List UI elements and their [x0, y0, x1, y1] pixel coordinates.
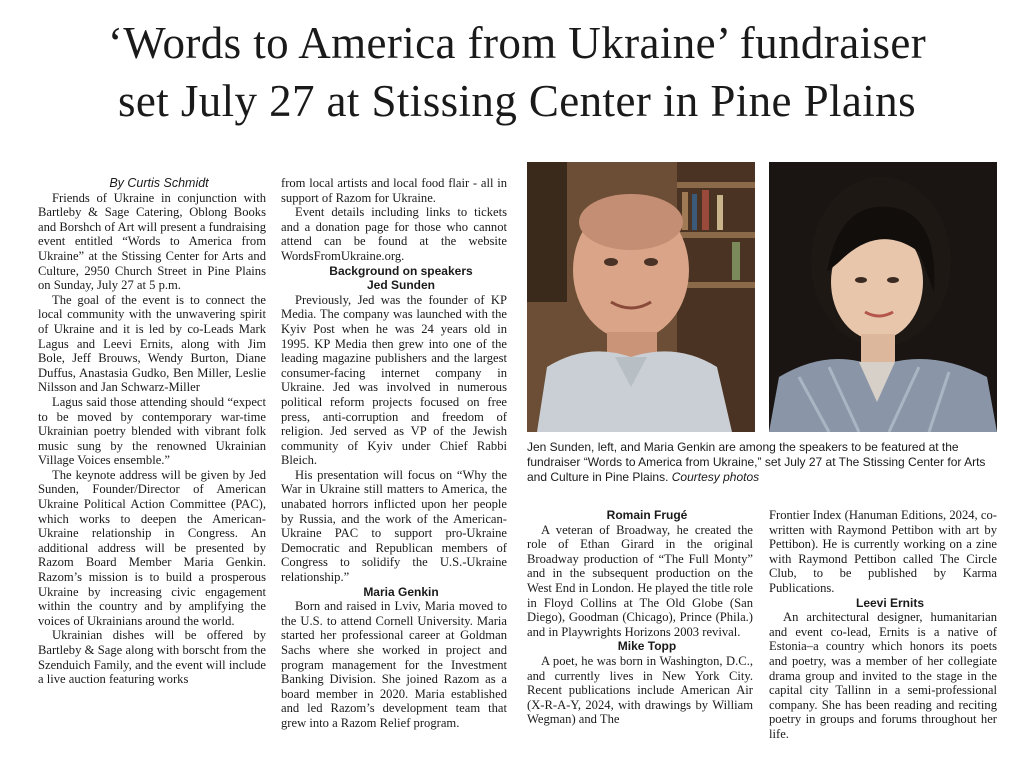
paragraph: Lagus said those attending should “expect to be moved by contemporary war-time Ukrainian poetry blended with vibrant folk music sung by the renowned Ukrainian Village Voices ensemble.” [38, 394, 266, 468]
portrait-man-image [527, 162, 755, 432]
paragraph: A poet, he was born in Washington, D.C., and currently lives in New York City. Recent publications include American Air (X-R-A-Y, 2024, with drawings by William Wegman) and The [527, 653, 753, 727]
speaker-heading-jed: Jed Sunden [366, 278, 435, 293]
photo-caption [527, 440, 997, 485]
photo-maria-genkin [769, 162, 997, 432]
paragraph: Born and raised in Lviv, Maria moved to the U.S. to attend Cornell University. Maria started her professional career at Goldman Sachs where she worked in project and program management for the Investment Banking Division. She joined Razom as a board member in 2020. Maria established and led Razom’s development team that grew into a Razom Relief program. [281, 599, 507, 730]
portrait-woman-image [769, 162, 997, 432]
paragraph: His presentation will focus on “Why the War in Ukraine still matters to America, the unabated horrors inflicted upon her people by Russia, and the work of the American-Ukraine PAC to support pro-Ukraine Democratic and Republican members of Congress to solidify the U.S.-Ukraine relationship.” [281, 467, 507, 585]
headline [20, 14, 1014, 130]
column-4 [769, 508, 997, 742]
paragraph: from local artists and local food flair - all in support of Razom for Ukraine. [281, 176, 507, 205]
photo-jed-sunden [527, 162, 755, 432]
caption-credit: Courtesy photos [671, 470, 760, 484]
byline: By Curtis Schmidt [109, 176, 209, 190]
paragraph: A veteran of Broadway, he created the role of Ethan Girard in the original Broadway production of “The Full Monty” and in the subsequent production on the West End in London. He played the title role in Floyd Collins at The Old Globe (San Diego), Goodman (Chicago), Prince (Phila.) and in Playwrights Horizons 2003 revival. [527, 522, 753, 639]
paragraph: Frontier Index (Hanuman Editions, 2024, co-written with Raymond Pettibon with art by Pettibon). He is currently working on a zine with Raymond Pettibon called The Circle Club, to be published by Karma Publications. [769, 508, 997, 595]
paragraph: Friends of Ukraine in conjunction with Bartleby & Sage Catering, Oblong Books and Borshch of Art will present a fundraising event entitled “Words to America from Ukraine” at the Stissing Center for Arts and Culture, 2950 Church Street in Pine Plains on Sunday, July 27 at 5 p.m. [38, 190, 266, 293]
headline-line-2: set July 27 at Stissing Center in Pine Plains [117, 76, 916, 126]
column-3 [527, 508, 753, 727]
paragraph: The keynote address will be given by Jed Sunden, Founder/Director of American Ukraine Political Action Committee (PAC), which works to deepen the American-Ukraine relationship in Congress. An additional address will be presented by Razom Board Member Maria Genkin. Razom’s mission is to build a prosperous Ukraine by increasing civic engagement within the country and by amplifying the voices of Ukrainians around the world. [38, 467, 266, 628]
paragraph: An architectural designer, humanitarian and event co-lead, Ernits is a native of Estonia–a country which honors its poets and poetry, was a member of her collegiate drama group and invited to the stage in the capital city Tallinn in a semi-professional company. She has been reading and reciting poetry in groups and forums throughout her life. [769, 610, 997, 741]
column-1 [38, 176, 266, 687]
speaker-heading-maria: Maria Genkin [363, 584, 439, 599]
caption-text: Jen Sunden, left, and Maria Genkin are among the speakers to be featured at the fundraiser “Words to America from Ukraine,” set July 27 at The Stissing Center for Arts and Culture in Pine Plains. [527, 440, 986, 484]
paragraph: Previously, Jed was the founder of KP Media. The company was launched with the Kyiv Post when he was 24 years old in 1995. KP Media then grew into one of the leading magazine publishers and the largest consumer-facing internet company in Ukraine. Jed was involved in numerous political reform projects focused on free press, anti-corruption and freedom of religion. Jed served as VP of the Jewish community of Kyiv under Chief Rabbi Bleich. [281, 292, 507, 468]
column-2 [281, 176, 507, 731]
headline-line-1: ‘Words to America from Ukraine’ fundraiser [107, 18, 927, 68]
paragraph: Event details including links to tickets and a donation page for those who cannot attend can be found at the website WordsFromUkraine.org. [281, 205, 507, 263]
speaker-heading-leevi: Leevi Ernits [855, 595, 925, 610]
section-heading: Background on speakers [329, 263, 473, 278]
paragraph: The goal of the event is to connect the local community with the unwavering spirit of Ukraine and it is led by co-Leads Mark Lagus and Leevi Ernits, along with Jim Bole, Jeff Brouws, Wendy Burton, Diane Duffus, Anastasia Gudko, Ben Miller, Leslie Nilsson and Jan Schwarz-Miller [38, 292, 266, 395]
speaker-heading-mike: Mike Topp [617, 639, 677, 654]
paragraph: Ukrainian dishes will be offered by Bartleby & Sage along with borscht from the Szenduich Family, and the event will include a live auction featuring works [38, 628, 266, 687]
speaker-heading-romain: Romain Frugé [606, 508, 688, 522]
